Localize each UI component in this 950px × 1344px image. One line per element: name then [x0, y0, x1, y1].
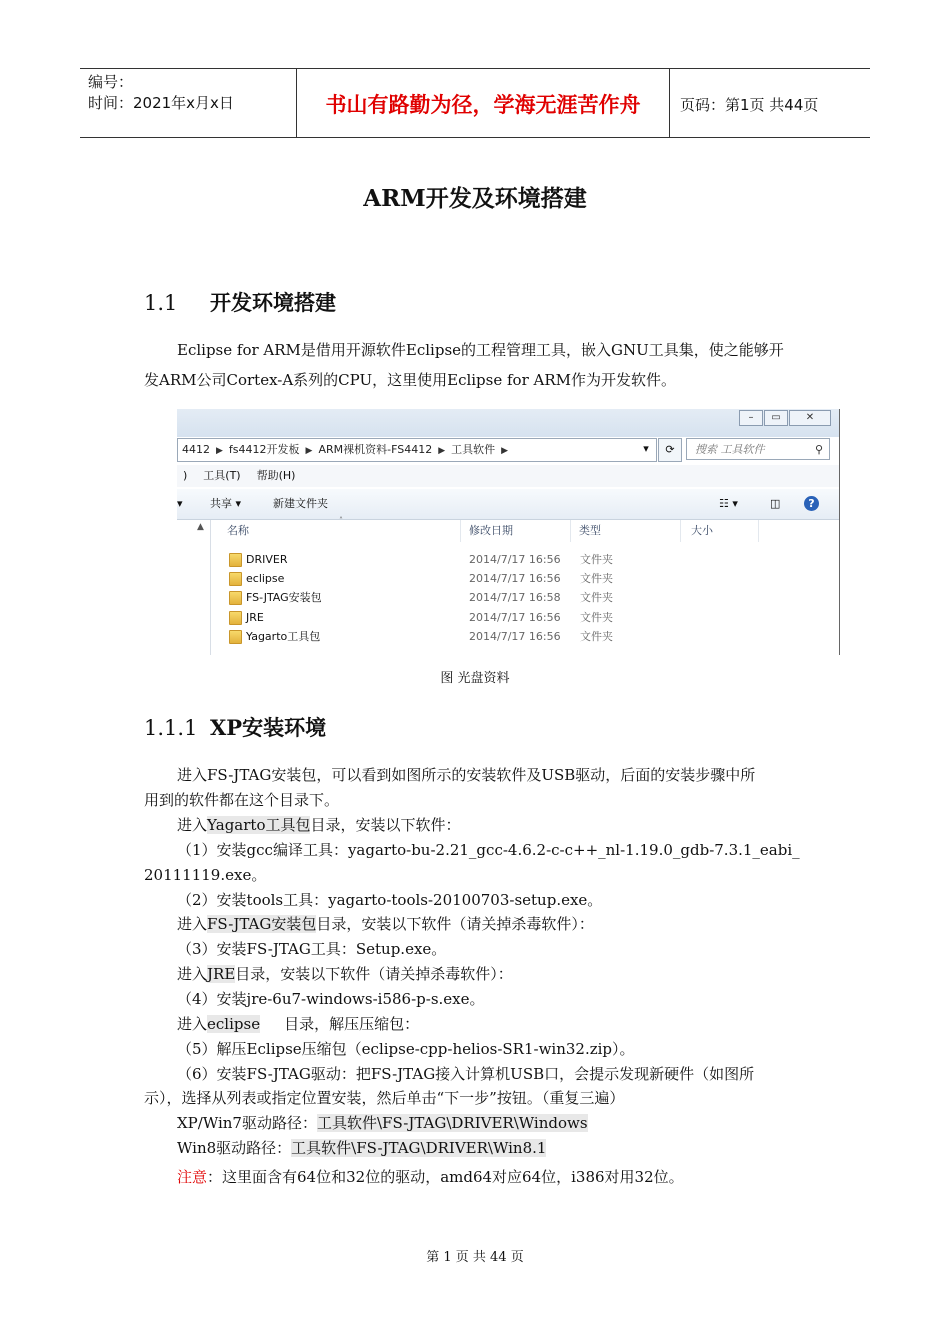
body-line: （6）安装FS-JTAG驱动：把FS-JTAG接入计算机USB口，会提示发现新硬件（如图所: [177, 1065, 755, 1083]
folder-icon: [229, 611, 242, 625]
page-header-table: [80, 68, 870, 138]
text-run: 目录，安装以下软件（请关掉杀毒软件）：: [235, 965, 513, 983]
text-run: Win8驱动路径：: [177, 1139, 292, 1157]
body-line: [177, 1136, 546, 1161]
text-run: 目录，安装以下软件：: [310, 816, 461, 834]
close-icon: ✕: [789, 410, 831, 426]
body-line: （4）安装jre-6u7-windows-i586-p-s.exe。: [177, 990, 485, 1008]
body-line: 用到的软件都在这个目录下。: [144, 791, 340, 809]
text-run: ：这里面含有64位和32位的驱动，amd64对应64位，i386对用32位。: [207, 1168, 684, 1186]
file-type: 文件夹: [580, 553, 613, 566]
file-name: eclipse: [246, 572, 285, 585]
figure-caption: 图 光盘资料: [440, 671, 510, 686]
text-run: 进入: [177, 1015, 208, 1033]
file-row[interactable]: [213, 627, 773, 646]
section-number: 1.1: [144, 291, 178, 315]
intro-line-1: Eclipse for ARM是借用开源软件Eclipse的工程管理工具，嵌入GNU工具集，使之能够开: [177, 341, 784, 359]
scroll-up-icon[interactable]: ▲: [197, 522, 204, 532]
menu-item-partial[interactable]: ): [183, 469, 188, 482]
body-line: 示），选择从列表或指定位置安装，然后单击“下一步”按钮。（重复三遍）: [144, 1089, 625, 1107]
page-footer: 第 1 页 共 44 页: [426, 1250, 524, 1265]
column-header-name[interactable]: 名称: [213, 520, 461, 542]
address-seg-1[interactable]: fs4412开发板: [228, 443, 300, 456]
path-highlight: 工具软件\FS-JTAG\DRIVER\Windows: [316, 1114, 588, 1132]
file-date: 2014/7/17 16:56: [469, 611, 561, 624]
doc-number-label: 编号：: [88, 73, 134, 91]
file-type: 文件夹: [580, 611, 613, 624]
file-date: 2014/7/17 16:56: [469, 630, 561, 643]
body-line: [177, 1165, 684, 1190]
text-run: 进入: [177, 915, 208, 933]
command-toolbar: [177, 489, 839, 520]
address-dropdown-icon[interactable]: ▾: [643, 442, 649, 455]
body-line: （2）安装tools工具：yagarto-tools-20100703-setup.exe。: [177, 891, 603, 909]
chevron-right-icon: ▶: [501, 446, 509, 456]
document-title: ARM开发及环境搭建: [363, 185, 587, 212]
section-number: 1.1.1: [144, 716, 198, 740]
file-row[interactable]: [213, 550, 773, 569]
section-title: XP安装环境: [210, 715, 327, 740]
address-seg-3[interactable]: 工具软件: [451, 443, 496, 456]
text-run: XP/Win7驱动路径：: [177, 1114, 317, 1132]
share-button[interactable]: 共享 ▾: [210, 497, 242, 510]
address-seg-0[interactable]: 4412: [182, 443, 210, 456]
file-type: 文件夹: [580, 591, 613, 604]
body-line: [177, 813, 461, 838]
chevron-right-icon: ▶: [305, 446, 313, 456]
body-line: [177, 1012, 419, 1037]
file-row[interactable]: [213, 569, 773, 588]
section-title: 开发环境搭建: [210, 290, 336, 315]
body-line: （3）安装FS-JTAG工具：Setup.exe。: [177, 940, 447, 958]
body-line: 20111119.exe。: [144, 866, 267, 884]
column-header-type[interactable]: 类型: [573, 520, 681, 542]
refresh-icon[interactable]: ⟳: [658, 438, 682, 462]
folder-name-highlight: Yagarto工具包: [207, 816, 311, 834]
intro-line-2: 发ARM公司Cortex-A系列的CPU，这里使用Eclipse for ARM作为开发软件。: [144, 371, 677, 389]
search-icon: ⚲: [814, 443, 823, 456]
body-line: [177, 912, 594, 937]
file-type: 文件夹: [580, 572, 613, 585]
file-name: DRIVER: [246, 553, 288, 566]
folder-icon: [229, 630, 242, 644]
menu-item-tools[interactable]: 工具(T): [203, 469, 241, 482]
text-run: 目录，解压压缩包：: [284, 1015, 420, 1033]
file-row[interactable]: [213, 608, 773, 627]
search-input[interactable]: [686, 438, 830, 460]
column-header-date[interactable]: 修改日期: [463, 520, 571, 542]
file-date: 2014/7/17 16:56: [469, 572, 561, 585]
address-seg-2[interactable]: ARM裸机资料-FS4412: [318, 443, 433, 456]
header-page-info: 页码：第1页 共44页: [680, 95, 819, 114]
sort-up-icon: ˄: [339, 516, 343, 525]
note-label: 注意: [177, 1168, 208, 1186]
chevron-right-icon: ▶: [438, 446, 446, 456]
file-row[interactable]: [213, 588, 773, 607]
explorer-screenshot: [177, 409, 840, 655]
folder-icon: [229, 572, 242, 586]
folder-icon: [229, 553, 242, 567]
search-placeholder: 搜索 工具软件: [695, 443, 765, 456]
body-line: （1）安装gcc编译工具：yagarto-bu-2.21_gcc-4.6.2-c-c++_nl-1.19.0_gdb-7.3.1_eabi_: [177, 841, 800, 859]
file-date: 2014/7/17 16:58: [469, 591, 561, 604]
file-name: JRE: [246, 611, 264, 624]
maximize-icon: ▭: [764, 410, 788, 426]
doc-date-label: 时间：2021年x月x日: [88, 94, 234, 112]
text-run: 进入: [177, 965, 208, 983]
body-line: [177, 1111, 588, 1136]
navigation-pane: [177, 520, 211, 655]
file-date: 2014/7/17 16:56: [469, 553, 561, 566]
text-run: 目录，安装以下软件（请关掉杀毒软件）：: [316, 915, 594, 933]
body-line: （5）解压Eclipse压缩包（eclipse-cpp-helios-SR1-win32.zip）。: [177, 1040, 635, 1058]
path-highlight: 工具软件\FS-JTAG\DRIVER\Win8.1: [291, 1139, 547, 1157]
header-meta: [80, 69, 297, 137]
preview-pane-icon[interactable]: ◫: [770, 497, 781, 510]
new-folder-button[interactable]: 新建文件夹: [273, 497, 328, 510]
chevron-right-icon: ▶: [216, 446, 223, 456]
address-bar[interactable]: [177, 438, 657, 462]
text-run: 进入: [177, 816, 208, 834]
body-line: [177, 962, 513, 987]
file-name: FS-JTAG安装包: [246, 591, 322, 604]
folder-name-highlight: JRE: [207, 965, 236, 983]
section-heading-1-1: [144, 287, 336, 317]
folder-name-highlight: FS-JTAG安装包: [207, 915, 317, 933]
folder-icon: [229, 591, 242, 605]
menu-bar: [177, 465, 839, 487]
help-icon[interactable]: ?: [804, 496, 819, 511]
view-options-icon[interactable]: ☷ ▾: [719, 497, 738, 510]
toolbar-dropdown-icon[interactable]: ▾: [177, 497, 183, 510]
file-type: 文件夹: [580, 630, 613, 643]
menu-item-help[interactable]: 帮助(H): [256, 469, 296, 482]
minimize-icon: –: [739, 410, 763, 426]
section-heading-1-1-1: [144, 712, 326, 742]
header-motto: 书山有路勤为径，学海无涯苦作舟: [297, 69, 670, 137]
file-name: Yagarto工具包: [246, 630, 321, 643]
column-header-size[interactable]: 大小: [683, 520, 759, 542]
body-line: 进入FS-JTAG安装包，可以看到如图所示的安装软件及USB驱动，后面的安装步骤中所: [177, 766, 756, 784]
folder-name-highlight: eclipse: [207, 1015, 261, 1033]
